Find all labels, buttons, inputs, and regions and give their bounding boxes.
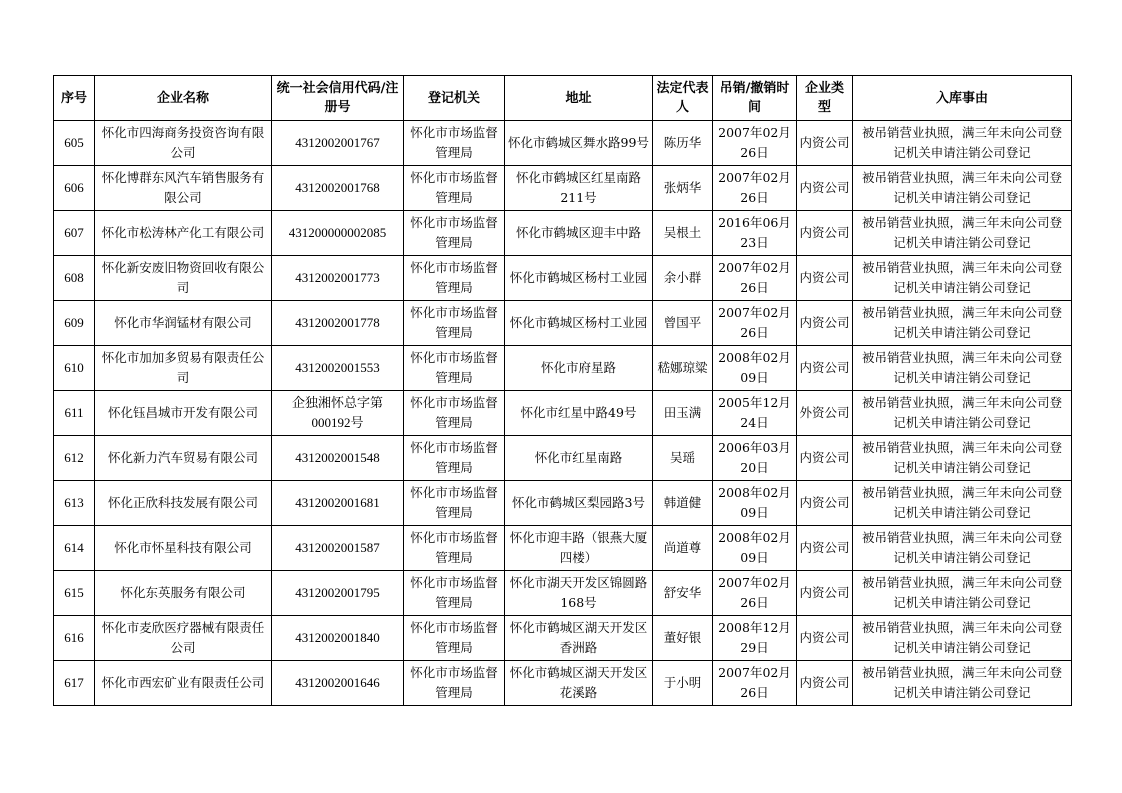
cell-type: 内资公司 (797, 166, 853, 211)
cell-name: 怀化东英服务有限公司 (95, 571, 272, 616)
cell-reason: 被吊销营业执照，满三年未向公司登记机关申请注销公司登记 (853, 661, 1072, 706)
cell-revoke-time: 2008年12月29日 (713, 616, 797, 661)
table-row (54, 481, 1072, 526)
cell-authority: 怀化市市场监督管理局 (404, 526, 505, 571)
cell-legal-rep: 余小群 (653, 256, 713, 301)
cell-name: 怀化市麦欣医疗器械有限责任公司 (95, 616, 272, 661)
cell-address: 怀化市鹤城区迎丰中路 (505, 211, 653, 256)
cell-revoke-time: 2007年02月26日 (713, 301, 797, 346)
cell-code: 4312002001767 (272, 121, 404, 166)
cell-authority: 怀化市市场监督管理局 (404, 571, 505, 616)
cell-seq: 614 (54, 526, 95, 571)
cell-seq: 613 (54, 481, 95, 526)
table-row (54, 166, 1072, 211)
header-seq: 序号 (54, 76, 95, 121)
header-code: 统一社会信用代码/注册号 (272, 76, 404, 121)
table-row (54, 436, 1072, 481)
cell-seq: 611 (54, 391, 95, 436)
cell-authority: 怀化市市场监督管理局 (404, 661, 505, 706)
cell-address: 怀化市鹤城区杨村工业园 (505, 301, 653, 346)
cell-name: 怀化市四海商务投资咨询有限公司 (95, 121, 272, 166)
cell-type: 内资公司 (797, 616, 853, 661)
cell-authority: 怀化市市场监督管理局 (404, 256, 505, 301)
cell-revoke-time: 2007年02月26日 (713, 661, 797, 706)
cell-seq: 615 (54, 571, 95, 616)
cell-legal-rep: 陈历华 (653, 121, 713, 166)
cell-authority: 怀化市市场监督管理局 (404, 121, 505, 166)
cell-reason: 被吊销营业执照，满三年未向公司登记机关申请注销公司登记 (853, 211, 1072, 256)
cell-address: 怀化市鹤城区湖天开发区花溪路 (505, 661, 653, 706)
cell-reason: 被吊销营业执照，满三年未向公司登记机关申请注销公司登记 (853, 166, 1072, 211)
cell-code: 4312002001646 (272, 661, 404, 706)
cell-code: 4312002001768 (272, 166, 404, 211)
cell-address: 怀化市迎丰路（银燕大厦四楼） (505, 526, 653, 571)
cell-authority: 怀化市市场监督管理局 (404, 166, 505, 211)
cell-address: 怀化市鹤城区舞水路99号 (505, 121, 653, 166)
cell-address: 怀化市鹤城区湖天开发区香洲路 (505, 616, 653, 661)
cell-reason: 被吊销营业执照，满三年未向公司登记机关申请注销公司登记 (853, 526, 1072, 571)
cell-seq: 610 (54, 346, 95, 391)
cell-revoke-time: 2008年02月09日 (713, 526, 797, 571)
cell-revoke-time: 2005年12月24日 (713, 391, 797, 436)
cell-type: 内资公司 (797, 121, 853, 166)
header-legal-rep: 法定代表人 (653, 76, 713, 121)
cell-legal-rep: 舒安华 (653, 571, 713, 616)
cell-legal-rep: 于小明 (653, 661, 713, 706)
cell-code: 4312002001773 (272, 256, 404, 301)
cell-authority: 怀化市市场监督管理局 (404, 616, 505, 661)
cell-address: 怀化市府星路 (505, 346, 653, 391)
cell-legal-rep: 张炳华 (653, 166, 713, 211)
cell-name: 怀化新安废旧物资回收有限公司 (95, 256, 272, 301)
cell-revoke-time: 2007年02月26日 (713, 166, 797, 211)
cell-seq: 607 (54, 211, 95, 256)
cell-type: 内资公司 (797, 436, 853, 481)
cell-revoke-time: 2008年02月09日 (713, 481, 797, 526)
enterprise-table (53, 75, 1072, 706)
cell-reason: 被吊销营业执照，满三年未向公司登记机关申请注销公司登记 (853, 256, 1072, 301)
cell-name: 怀化正欣科技发展有限公司 (95, 481, 272, 526)
cell-name: 怀化市松涛林产化工有限公司 (95, 211, 272, 256)
header-row (54, 76, 1072, 121)
header-revoke-time: 吊销/撤销时间 (713, 76, 797, 121)
table-row (54, 616, 1072, 661)
cell-seq: 609 (54, 301, 95, 346)
cell-address: 怀化市湖天开发区锦圆路168号 (505, 571, 653, 616)
cell-authority: 怀化市市场监督管理局 (404, 211, 505, 256)
cell-type: 内资公司 (797, 346, 853, 391)
cell-code: 431200000002085 (272, 211, 404, 256)
table-row (54, 211, 1072, 256)
cell-seq: 617 (54, 661, 95, 706)
cell-reason: 被吊销营业执照，满三年未向公司登记机关申请注销公司登记 (853, 121, 1072, 166)
cell-legal-rep: 田玉满 (653, 391, 713, 436)
table-row (54, 346, 1072, 391)
header-reason: 入库事由 (853, 76, 1072, 121)
cell-seq: 606 (54, 166, 95, 211)
cell-name: 怀化钰昌城市开发有限公司 (95, 391, 272, 436)
cell-reason: 被吊销营业执照，满三年未向公司登记机关申请注销公司登记 (853, 571, 1072, 616)
cell-legal-rep: 董好银 (653, 616, 713, 661)
cell-name: 怀化博群东风汽车销售服务有限公司 (95, 166, 272, 211)
cell-reason: 被吊销营业执照，满三年未向公司登记机关申请注销公司登记 (853, 436, 1072, 481)
header-address: 地址 (505, 76, 653, 121)
cell-authority: 怀化市市场监督管理局 (404, 301, 505, 346)
table-row (54, 526, 1072, 571)
cell-authority: 怀化市市场监督管理局 (404, 481, 505, 526)
cell-name: 怀化新力汽车贸易有限公司 (95, 436, 272, 481)
header-type: 企业类型 (797, 76, 853, 121)
cell-type: 内资公司 (797, 571, 853, 616)
cell-address: 怀化市鹤城区红星南路211号 (505, 166, 653, 211)
cell-type: 外资公司 (797, 391, 853, 436)
cell-legal-rep: 吴瑶 (653, 436, 713, 481)
cell-revoke-time: 2007年02月26日 (713, 256, 797, 301)
cell-legal-rep: 韩道健 (653, 481, 713, 526)
cell-seq: 608 (54, 256, 95, 301)
table-row (54, 571, 1072, 616)
table-body (54, 121, 1072, 706)
cell-address: 怀化市红星南路 (505, 436, 653, 481)
cell-type: 内资公司 (797, 526, 853, 571)
cell-seq: 612 (54, 436, 95, 481)
cell-revoke-time: 2007年02月26日 (713, 571, 797, 616)
cell-code: 4312002001681 (272, 481, 404, 526)
cell-type: 内资公司 (797, 211, 853, 256)
cell-code: 4312002001778 (272, 301, 404, 346)
cell-name: 怀化市怀星科技有限公司 (95, 526, 272, 571)
cell-revoke-time: 2008年02月09日 (713, 346, 797, 391)
cell-type: 内资公司 (797, 661, 853, 706)
cell-name: 怀化市华润锰材有限公司 (95, 301, 272, 346)
cell-legal-rep: 曾国平 (653, 301, 713, 346)
cell-revoke-time: 2007年02月26日 (713, 121, 797, 166)
cell-code: 4312002001587 (272, 526, 404, 571)
cell-reason: 被吊销营业执照，满三年未向公司登记机关申请注销公司登记 (853, 391, 1072, 436)
cell-seq: 605 (54, 121, 95, 166)
cell-legal-rep: 嵇娜琼粱 (653, 346, 713, 391)
cell-reason: 被吊销营业执照，满三年未向公司登记机关申请注销公司登记 (853, 481, 1072, 526)
cell-name: 怀化市加加多贸易有限责任公司 (95, 346, 272, 391)
table-row (54, 121, 1072, 166)
cell-type: 内资公司 (797, 301, 853, 346)
cell-revoke-time: 2016年06月23日 (713, 211, 797, 256)
header-name: 企业名称 (95, 76, 272, 121)
cell-code: 4312002001795 (272, 571, 404, 616)
cell-revoke-time: 2006年03月20日 (713, 436, 797, 481)
cell-code: 4312002001548 (272, 436, 404, 481)
cell-authority: 怀化市市场监督管理局 (404, 346, 505, 391)
table-row (54, 256, 1072, 301)
table-row (54, 661, 1072, 706)
cell-authority: 怀化市市场监督管理局 (404, 391, 505, 436)
cell-seq: 616 (54, 616, 95, 661)
cell-name: 怀化市西宏矿业有限责任公司 (95, 661, 272, 706)
cell-address: 怀化市鹤城区杨村工业园 (505, 256, 653, 301)
cell-authority: 怀化市市场监督管理局 (404, 436, 505, 481)
cell-code: 4312002001553 (272, 346, 404, 391)
cell-type: 内资公司 (797, 256, 853, 301)
cell-type: 内资公司 (797, 481, 853, 526)
cell-address: 怀化市鹤城区梨园路3号 (505, 481, 653, 526)
table-row (54, 391, 1072, 436)
header-authority: 登记机关 (404, 76, 505, 121)
cell-code: 企独湘怀总字第000192号 (272, 391, 404, 436)
cell-address: 怀化市红星中路49号 (505, 391, 653, 436)
cell-reason: 被吊销营业执照，满三年未向公司登记机关申请注销公司登记 (853, 346, 1072, 391)
cell-legal-rep: 尚道尊 (653, 526, 713, 571)
cell-legal-rep: 吴根土 (653, 211, 713, 256)
cell-reason: 被吊销营业执照，满三年未向公司登记机关申请注销公司登记 (853, 616, 1072, 661)
table-row (54, 301, 1072, 346)
cell-code: 4312002001840 (272, 616, 404, 661)
cell-reason: 被吊销营业执照，满三年未向公司登记机关申请注销公司登记 (853, 301, 1072, 346)
